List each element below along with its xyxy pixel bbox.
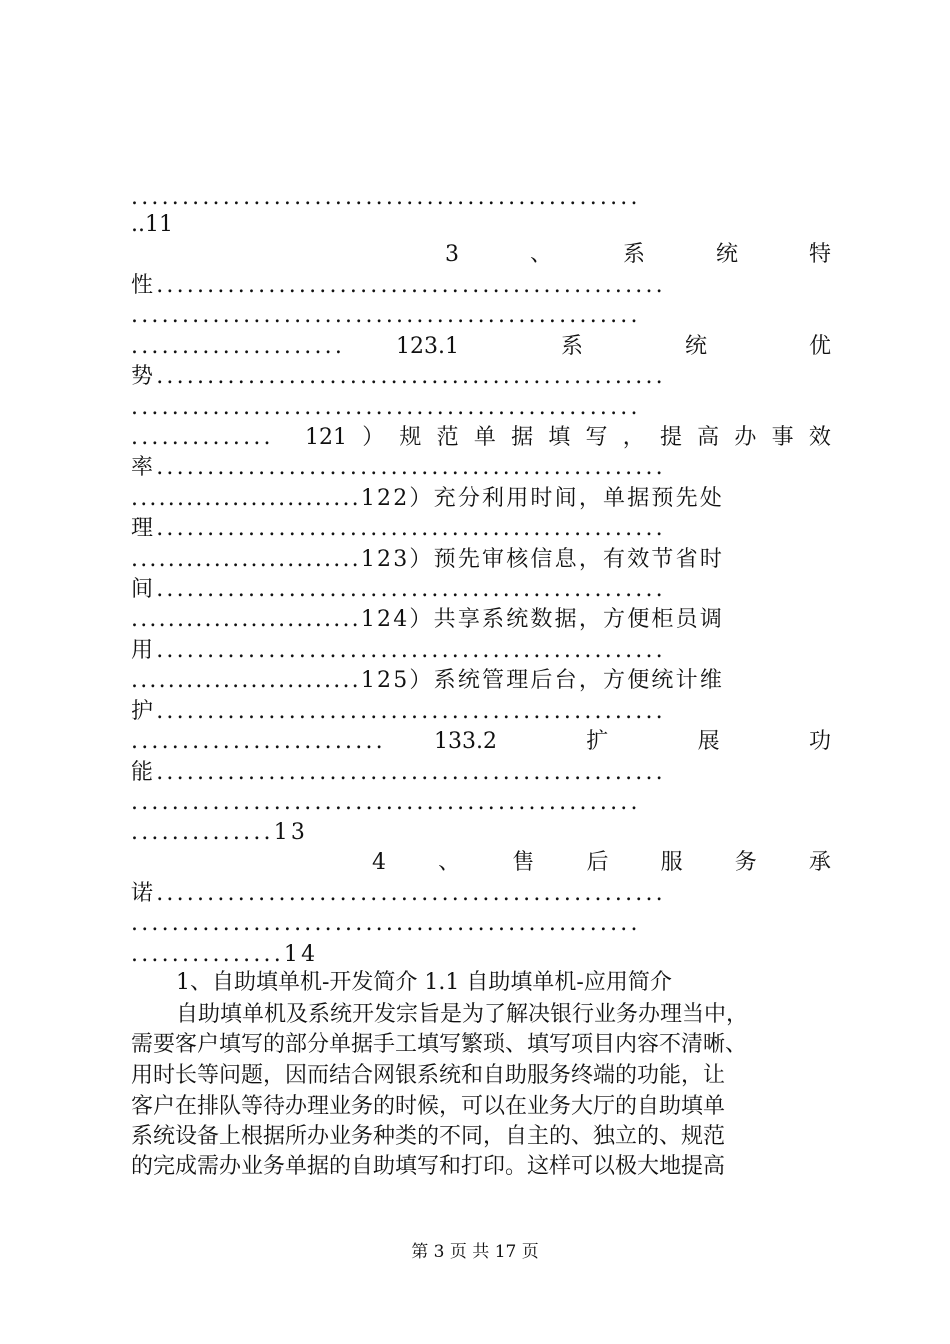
toc-word: 统 xyxy=(715,242,738,267)
toc-word: 系 xyxy=(622,242,645,267)
toc-entry-3 xyxy=(445,240,831,270)
toc-dots: ......................... xyxy=(131,729,386,754)
toc-entry-3-1-text xyxy=(396,332,831,362)
toc-word: 务 xyxy=(734,850,757,875)
toc-word: 据 xyxy=(511,425,534,450)
toc-line: 能.................................................. xyxy=(131,760,666,785)
paragraph-line: 用时长等问题，因而结合网银系统和自助服务终端的功能，让 xyxy=(131,1063,726,1088)
toc-word: 扩 xyxy=(586,729,609,754)
toc-word: 承 xyxy=(808,850,831,875)
page-footer: 第 3 页 共 17 页 xyxy=(411,1242,539,1262)
toc-word: 133.2 xyxy=(434,729,497,754)
toc-line: 理.................................................. xyxy=(131,516,666,541)
toc-word: 121 xyxy=(305,425,347,450)
toc-word: 服 xyxy=(660,850,683,875)
toc-word: 范 xyxy=(436,425,459,450)
toc-line: 性.................................................. xyxy=(131,273,666,298)
toc-word: 提 xyxy=(659,425,682,450)
toc-line: 诺.................................................. xyxy=(131,881,666,906)
toc-line: 用.................................................. xyxy=(131,638,666,663)
toc-word: 功 xyxy=(808,729,831,754)
toc-word: 规 xyxy=(399,425,422,450)
toc-line: .................................................. xyxy=(131,303,641,328)
toc-word: 4 xyxy=(372,850,386,875)
toc-word: ） xyxy=(362,425,385,450)
toc-word: 统 xyxy=(684,334,707,359)
toc-line: ..11 xyxy=(131,212,173,237)
toc-line: .........................125）系统管理后台，方便统计维 xyxy=(131,668,725,693)
toc-word: 优 xyxy=(808,334,831,359)
paragraph-line: 自助填单机及系统开发宗旨是为了解决银行业务办理当中， xyxy=(176,1002,749,1027)
toc-line: .................................................. xyxy=(131,911,641,936)
toc-word: 、 xyxy=(438,850,461,875)
toc-line: .................................................. xyxy=(131,395,641,420)
toc-dots: .............. xyxy=(131,425,274,450)
toc-word: 后 xyxy=(586,850,609,875)
paragraph-line: 的完成需办业务单据的自助填写和打印。这样可以极大地提高 xyxy=(131,1154,726,1179)
paragraph-line: 客户在排队等待办理业务的时候，可以在业务大厅的自助填单 xyxy=(131,1094,726,1119)
toc-word: 效 xyxy=(808,425,831,450)
toc-dots: ..................... xyxy=(131,334,346,359)
toc-word: 、 xyxy=(529,242,552,267)
toc-line: 率.................................................. xyxy=(131,455,666,480)
toc-word: ， xyxy=(622,425,645,450)
paragraph-line: 系统设备上根据所办业务种类的不同，自主的、独立的、规范 xyxy=(131,1124,726,1149)
toc-entry-4 xyxy=(372,848,831,878)
toc-line: 间.................................................. xyxy=(131,577,666,602)
toc-word: 办 xyxy=(734,425,757,450)
toc-line: 护.................................................. xyxy=(131,699,666,724)
toc-word: 特 xyxy=(808,242,831,267)
toc-line: 势.................................................. xyxy=(131,364,666,389)
toc-word: 单 xyxy=(473,425,496,450)
toc-line: .........................123）预先审核信息，有效节省时 xyxy=(131,547,725,572)
toc-word: 系 xyxy=(560,334,583,359)
toc-line: ...............14 xyxy=(131,942,319,967)
toc-line: .........................124）共享系统数据，方便柜员调 xyxy=(131,607,725,632)
toc-word: 3 xyxy=(445,242,459,267)
toc-line: .................................................. xyxy=(131,185,641,210)
toc-line: .................................................. xyxy=(131,790,641,815)
toc-entry-1-text xyxy=(305,423,831,453)
toc-word: 123.1 xyxy=(396,334,459,359)
toc-word: 售 xyxy=(512,850,535,875)
paragraph-line: 需要客户填写的部分单据手工填写繁琐、填写项目内容不清晰、 xyxy=(131,1032,748,1057)
toc-word: 事 xyxy=(771,425,794,450)
toc-line: ..............13 xyxy=(131,820,309,845)
toc-word: 高 xyxy=(697,425,720,450)
toc-word: 展 xyxy=(697,729,720,754)
section-heading: 1、自助填单机-开发简介 1.1 自助填单机-应用简介 xyxy=(176,970,672,995)
toc-entry-3-2-text xyxy=(434,727,831,757)
toc-line: .........................122）充分利用时间，单据预先处 xyxy=(131,486,725,511)
toc-word: 写 xyxy=(585,425,608,450)
toc-word: 填 xyxy=(548,425,571,450)
